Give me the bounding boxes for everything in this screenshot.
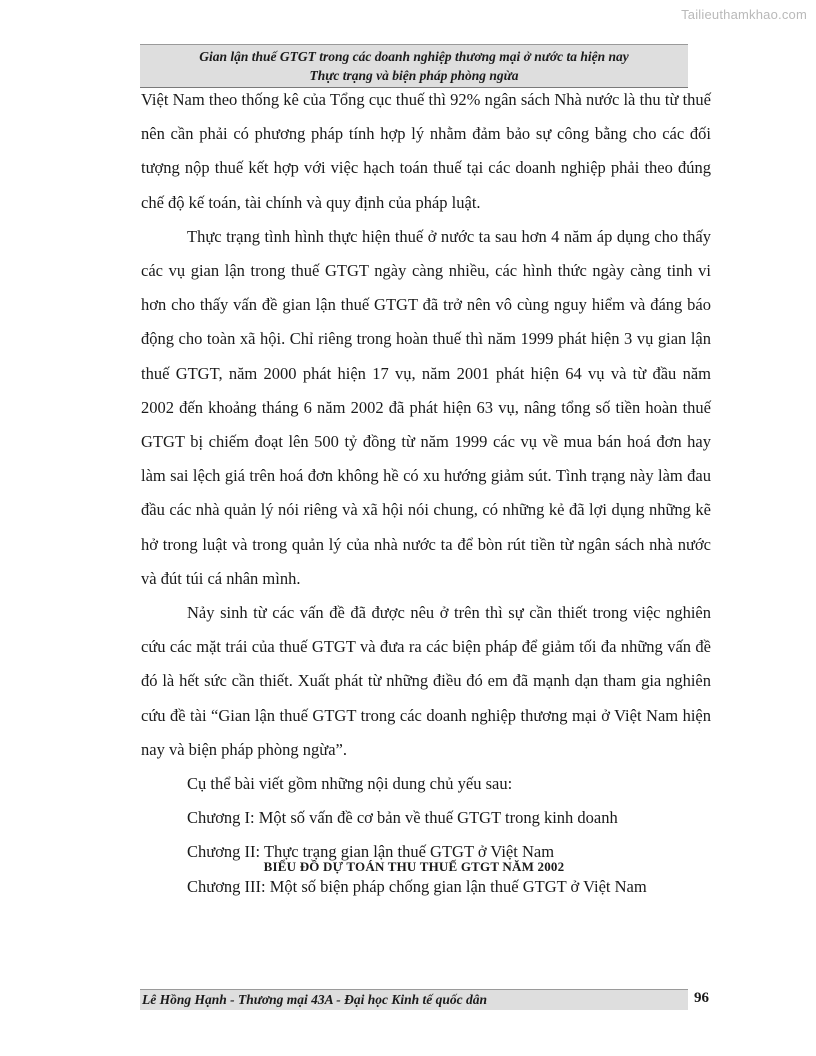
document-body <box>141 83 711 904</box>
paragraph-3: Nảy sinh từ các vấn đề đã được nêu ở trên thì sự cần thiết trong việc nghiên cứu các mặt trái của thuế GTGT và đưa ra các biện pháp để giảm tối đa những vấn đề đó là hết sức cần thiết. Xuất phát từ những điều đó em đã mạnh dạn tham gia nghiên cứu đề tài “Gian lận thuế GTGT trong các doanh nghiệp thương mại ở Việt Nam hiện nay và biện pháp phòng ngừa”. <box>141 603 711 759</box>
chapter-3-item: Chương III: Một số biện pháp chống gian lận thuế GTGT ở Việt Nam <box>187 876 647 896</box>
paragraph-2: Thực trạng tình hình thực hiện thuế ở nước ta sau hơn 4 năm áp dụng cho thấy các vụ gian lận trong thuế GTGT ngày càng nhiều, các hình thức ngày càng tinh vi hơn cho thấy vấn đề gian lận thuế GTGT đã trở nên vô cùng nguy hiểm và đáng báo động cho toàn xã hội. Chỉ riêng trong hoàn thuế thì năm 1999 phát hiện 3 vụ gian lận thuế GTGT, năm 2000 phát hiện 17 vụ, năm 2001 phát hiện 64 vụ và từ đầu năm 2002 đến khoảng tháng 6 năm 2002 đã phát hiện 63 vụ, nâng tổng số tiền hoàn thuế GTGT bị chiếm đoạt lên 500 tỷ đồng từ năm 1999 các vụ về mua bán hoá đơn hay làm sai lệch giá trên hoá đơn không hề có xu hướng giảm sút. Tình trạng này làm đau đầu các nhà quản lý nói riêng và xã hội nói chung, có những kẻ đã lợi dụng những kẽ hở trong luật và trong quản lý của nhà nước ta để bòn rút tiền từ ngân sách nhà nước và đút túi cá nhân mình. <box>141 226 711 588</box>
header-title-line-1: Gian lận thuế GTGT trong các doanh nghiệp thương mại ở nước ta hiện nay <box>199 49 629 64</box>
header-title-line-2: Thực trạng và biện pháp phòng ngừa <box>309 68 519 83</box>
watermark: Tailieuthamkhao.com <box>681 7 807 22</box>
paragraph-4: Cụ thể bài viết gồm những nội dung chủ yếu sau: <box>187 774 513 794</box>
page-header <box>140 44 688 88</box>
footer-author: Lê Hồng Hạnh - Thương mại 43A - Đại học Kinh tế quốc dân <box>142 992 488 1007</box>
page-footer <box>140 989 688 1010</box>
chapter-1-item: Chương I: Một số vấn đề cơ bản về thuế GTGT trong kinh doanh <box>187 808 618 828</box>
page-number: 96 <box>694 990 709 1006</box>
paragraph-1: Việt Nam theo thống kê của Tổng cục thuế thì 92% ngân sách Nhà nước là thu từ thuế nên cần phải có phương pháp tính hợp lý nhằm đảm bảo sự công bằng cho các đối tượng nộp thuế kết hợp với việc hạch toán thuế tại các doanh nghiệp phải theo đúng chế độ kế toán, tài chính và quy định của pháp luật. <box>141 90 711 212</box>
chapter-2-item: Chương II: Thực trạng gian lận thuế GTGT ở Việt Nam <box>187 842 555 862</box>
chart-heading: BIỂU ĐỒ DỰ TOÁN THU THUẾ GTGT NĂM 2002 <box>263 859 565 874</box>
